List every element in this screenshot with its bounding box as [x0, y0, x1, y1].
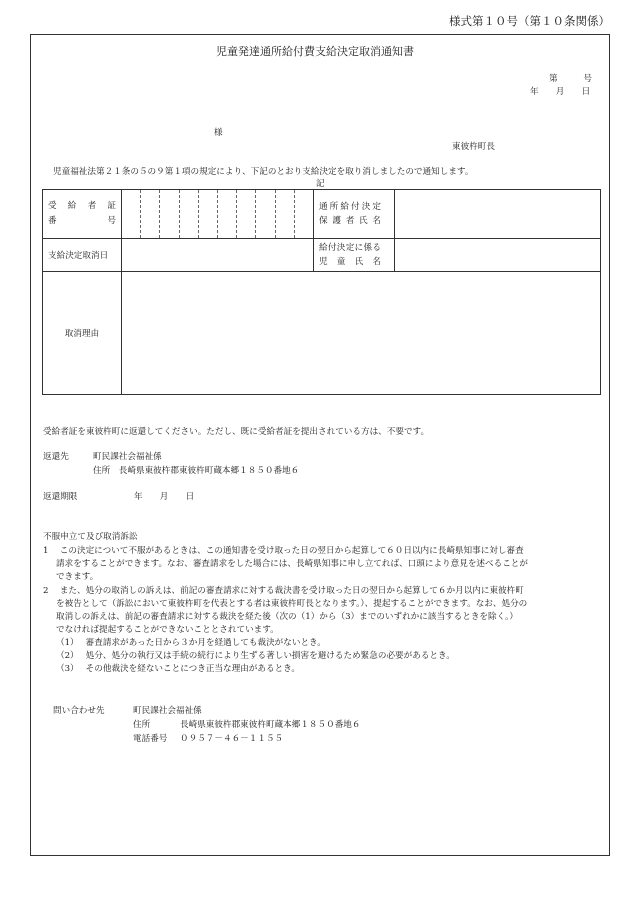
appeal-p2-line2: を被告として（訴訟において東彼杵町を代表とする者は東彼杵町長となります。）、提起することができます。なお、処分の — [56, 599, 528, 609]
appeal-p1-line2: 請求をすることができます。なお、審査請求をした場合には、長崎県知事に申し立てれば、口頭により意見を述べることが — [56, 559, 528, 569]
cert-number-field[interactable] — [122, 190, 314, 239]
digit-box — [276, 190, 295, 238]
digit-box — [160, 190, 179, 238]
child-name-field[interactable] — [395, 239, 601, 272]
issuer: 東彼杵町長 — [452, 142, 495, 152]
appeal-item-3: （3） その他裁決を経ないことにつき正当な理由があるとき。 — [56, 664, 301, 674]
guardian-label-line2: 保護者氏名 — [319, 216, 381, 226]
intro-text: 児童福祉法第２１条の５の９第１項の規定により、下記のとおり支給決定を取り消しましたので通知します。 — [53, 167, 474, 177]
digit-box — [295, 190, 313, 238]
digit-box — [237, 190, 256, 238]
return-dest-address: 住所 長崎県東彼杵郡東彼杵町蔵本郷１８５０番地６ — [93, 466, 300, 476]
return-dest-label: 返還先 — [43, 452, 69, 462]
return-notice: 受給者証を東彼杵町に返還してください。ただし、既に受給者証を提出されている方は、不要です。 — [43, 427, 430, 437]
guardian-label-cell — [314, 190, 395, 239]
contact-dept: 町民課社会福祉係 — [133, 706, 202, 716]
appeal-item-1: （1） 審査請求があった日から３か月を経過しても裁決がないとき。 — [56, 638, 326, 648]
contact-label: 問い合わせ先 — [53, 706, 105, 716]
row-reason — [43, 272, 601, 395]
digit-box — [141, 190, 160, 238]
reason-field[interactable] — [122, 272, 601, 395]
document-number: 第 号 — [549, 74, 592, 84]
appeal-heading: 不服申立て及び取消訴訟 — [43, 532, 138, 542]
appeal-p1-line1: 1 この決定について不服があるときは、この通知書を受け取った日の翌日から起算して６０日以内に長崎県知事に対し審査 — [43, 546, 524, 556]
digit-box — [199, 190, 218, 238]
digit-box — [218, 190, 237, 238]
cancel-date-field[interactable] — [122, 239, 314, 272]
contact-address: 長崎県東彼杵郡東彼杵町蔵本郷１８５０番地６ — [180, 720, 361, 730]
child-label-cell — [314, 239, 395, 272]
child-label-line1: 給付決定に係る — [319, 243, 381, 253]
digit-box — [180, 190, 199, 238]
document-date: 年 月 日 — [530, 87, 591, 97]
ki-marker: 記 — [316, 179, 325, 189]
cert-number-label-line1: 受 給 者 証 — [48, 201, 116, 211]
appeal-p2-line1: 2 また、処分の取消しの訴えは、前記の審査請求に対する裁決書を受け取った日の翌日から起算して６か月以内に東彼杵町 — [43, 586, 524, 596]
document-title: 児童発達通所給付費支給決定取消通知書 — [216, 45, 414, 58]
digit-box — [122, 190, 141, 238]
row-certificate — [43, 190, 601, 239]
guardian-name-field[interactable] — [395, 190, 601, 239]
cancel-date-label-cell — [43, 239, 122, 272]
cert-number-label-cell — [43, 190, 122, 239]
recipient-suffix: 様 — [214, 128, 223, 138]
cert-number-digit-boxes — [122, 190, 313, 238]
row-cancel-date — [43, 239, 601, 272]
reason-label: 取消理由 — [64, 329, 100, 339]
appeal-p1-line3: できます。 — [56, 572, 99, 582]
contact-phone: ０９５７－４６－１１５５ — [180, 734, 284, 744]
appeal-p2-line3: 取消しの訴えは、前記の審査請求に対する裁決を経た後（次の（1）から（3）までのいずれかに該当するときを除く。） — [56, 612, 518, 622]
contact-phone-label: 電話番号 — [133, 734, 168, 744]
reason-label-cell — [43, 272, 122, 395]
cert-number-label-line2: 番 号 — [48, 216, 116, 226]
guardian-label-line1: 通所給付決定 — [319, 202, 381, 212]
appeal-p2-line4: でなければ提起することができないこととされています。 — [56, 625, 279, 635]
contact-address-label: 住所 — [133, 720, 151, 730]
return-deadline-label: 返還期限 — [43, 492, 78, 502]
appeal-item-2: （2） 処分、処分の執行又は手続の続行により生ずる著しい損害を避けるため緊急の必要があるとき。 — [56, 651, 455, 661]
cancel-date-label: 支給決定取消日 — [48, 251, 109, 261]
digit-box — [256, 190, 275, 238]
form-number: 様式第１０号（第１０条関係） — [449, 14, 610, 28]
child-label-line2: 児 童 氏 名 — [319, 257, 381, 267]
decision-table — [42, 189, 601, 395]
document-frame — [30, 34, 610, 856]
return-deadline-date: 年 月 日 — [134, 492, 195, 502]
return-dest-dept: 町民課社会福祉係 — [93, 452, 162, 462]
